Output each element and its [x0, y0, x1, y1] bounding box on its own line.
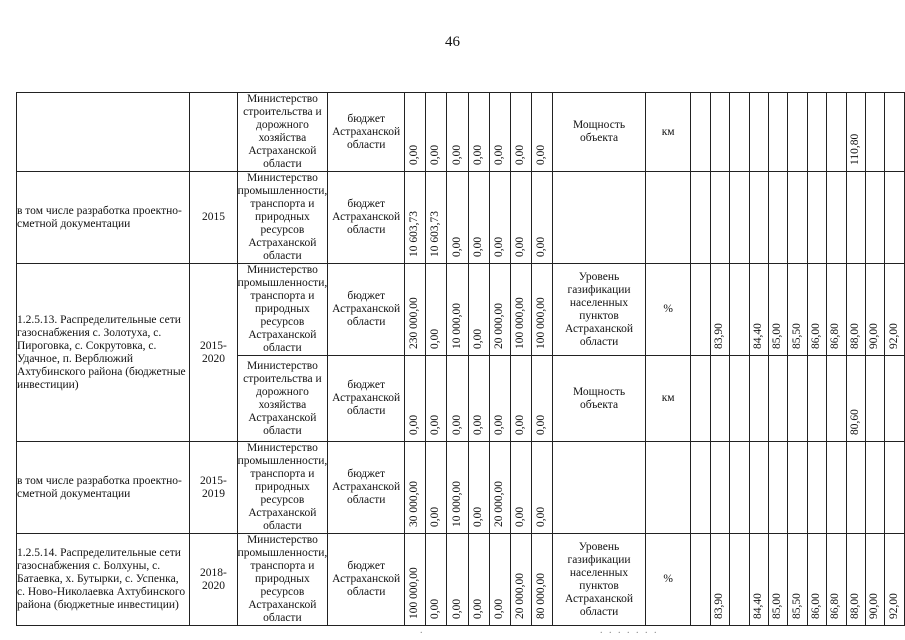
- indicator-value-cell: [788, 93, 807, 172]
- amount-value: 0,00: [429, 328, 442, 349]
- unit-cell: %: [645, 264, 691, 356]
- item-name-cell: в том числе разработка проектно-сметной документации: [17, 442, 190, 534]
- indicator-value-cell: [691, 264, 710, 356]
- indicator-value: 92,00: [887, 323, 900, 349]
- amount-cell: [426, 356, 447, 442]
- indicator-value-cell: [846, 356, 865, 442]
- indicator-value-cell: [866, 442, 885, 534]
- table-row: [17, 172, 905, 264]
- amount-value: 0,00: [471, 236, 484, 257]
- amount-value: 0,00: [471, 414, 484, 435]
- unit-cell: км: [645, 356, 691, 442]
- amount-cell: [468, 172, 489, 264]
- amount-value: 0,00: [535, 414, 548, 435]
- amount-cell: [468, 356, 489, 442]
- amount-cell: [489, 264, 510, 356]
- amount-value: 0,00: [471, 506, 484, 527]
- funding-source-cell: бюджет Астраханской области: [328, 172, 405, 264]
- table-row: [17, 93, 905, 172]
- indicator-value-cell: [846, 534, 865, 626]
- amount-cell: [532, 264, 553, 356]
- executor-cell: Министерство промышленности, транспорта и природных ресурсов Астраханской области: [237, 264, 328, 354]
- indicator-value-cell: [691, 172, 710, 264]
- amount-value: 0,00: [513, 506, 526, 527]
- indicator-value-cell: [769, 442, 788, 534]
- indicator-value-cell: [788, 356, 807, 442]
- amount-cell: [510, 442, 531, 534]
- indicator-value: 92,00: [887, 593, 900, 619]
- indicator-value: 86,00: [810, 323, 823, 349]
- amount-value: 0,00: [513, 144, 526, 165]
- indicator-value-cell: [846, 264, 865, 356]
- indicator-value-cell: [730, 172, 749, 264]
- indicator-value-cell: [730, 442, 749, 534]
- amount-value: 30 000,00: [408, 481, 421, 527]
- indicator-value-cell: [691, 442, 710, 534]
- amount-cell: [447, 356, 468, 442]
- amount-value: 0,00: [535, 144, 548, 165]
- indicator-value-cell: [710, 442, 729, 534]
- amount-value: 20 000,00: [513, 573, 526, 619]
- indicator-value-cell: [885, 172, 905, 264]
- indicator-cell: [553, 172, 646, 264]
- indicator-value-cell: [710, 172, 729, 264]
- amount-value: 20 000,00: [492, 303, 505, 349]
- indicator-value: 88,00: [848, 593, 861, 619]
- amount-value: 0,00: [492, 144, 505, 165]
- executor-cell: Министерство промышленности, транспорта и природных ресурсов Астраханской области: [237, 534, 328, 624]
- indicator-value-cell: [846, 442, 865, 534]
- indicator-value-cell: [788, 264, 807, 356]
- indicator-value: 86,80: [829, 323, 842, 349]
- indicator-value-cell: [807, 442, 826, 534]
- amount-cell: [489, 172, 510, 264]
- amount-value: 100 000,00: [535, 297, 548, 349]
- amount-value: 0,00: [408, 414, 421, 435]
- indicator-value: 86,00: [810, 593, 823, 619]
- indicator-value-cell: [788, 172, 807, 264]
- indicator-value-cell: [827, 356, 846, 442]
- indicator-value-cell: [749, 264, 768, 356]
- item-name-cell: в том числе разработка проектно-сметной документации: [17, 172, 190, 264]
- indicator-value-cell: [846, 172, 865, 264]
- amount-cell: [405, 93, 426, 172]
- period-cell: [190, 93, 237, 172]
- unit-cell: [645, 172, 691, 264]
- indicator-value-cell: [885, 356, 905, 442]
- amount-value: 0,00: [429, 414, 442, 435]
- funding-source-cell: бюджет Астраханской области: [328, 442, 405, 534]
- indicator-value-cell: [827, 534, 846, 626]
- amount-cell: [426, 442, 447, 534]
- item-name-cell: 1.2.5.13. Распределительные сети газоснабжения с. Золотуха, с. Пироговка, с. Сокрутовка, с. Удачное, п. Верблюжий Ахтубинского района (бюджетные инвестиции): [17, 264, 190, 442]
- indicator-value-cell: [827, 172, 846, 264]
- indicator-value-cell: [710, 356, 729, 442]
- funding-source-cell: бюджет Астраханской области: [328, 356, 405, 442]
- amount-value: 0,00: [429, 598, 442, 619]
- amount-value: 10 000,00: [450, 481, 463, 527]
- amount-value: 0,00: [492, 598, 505, 619]
- indicator-value-cell: [885, 93, 905, 172]
- funding-source-cell: бюджет Астраханской области: [328, 93, 405, 172]
- amount-value: 0,00: [429, 506, 442, 527]
- amount-cell: [405, 534, 426, 626]
- executor-cell: Министерство промышленности, транспорта и природных ресурсов Астраханской области: [237, 172, 328, 262]
- amount-cell: [447, 442, 468, 534]
- amount-cell: [510, 356, 531, 442]
- amount-value: 0,00: [535, 506, 548, 527]
- amount-cell: [468, 264, 489, 356]
- amount-cell: [468, 93, 489, 172]
- amount-cell: [426, 534, 447, 626]
- indicator-value: 83,90: [713, 593, 726, 619]
- indicator-value: 85,50: [790, 593, 803, 619]
- table-row: [17, 264, 905, 356]
- amount-value: 0,00: [513, 236, 526, 257]
- amount-cell: [447, 534, 468, 626]
- amount-cell: [510, 93, 531, 172]
- indicator-value-cell: [885, 442, 905, 534]
- amount-value: 0,00: [513, 414, 526, 435]
- indicator-value-cell: [866, 93, 885, 172]
- amount-cell: [426, 264, 447, 356]
- period-cell: 2015: [190, 172, 237, 264]
- indicator-value: 84,40: [751, 593, 764, 619]
- amount-cell: [447, 172, 468, 264]
- indicator-value-cell: [807, 534, 826, 626]
- indicator-value: 85,50: [790, 323, 803, 349]
- indicator-value-cell: [769, 93, 788, 172]
- indicator-value-cell: [749, 534, 768, 626]
- indicator-value-cell: [769, 172, 788, 264]
- amount-value: 80 000,00: [535, 573, 548, 619]
- table-row: [17, 534, 905, 626]
- amount-cell: [489, 356, 510, 442]
- amount-cell: [447, 93, 468, 172]
- indicator-value-cell: [885, 534, 905, 626]
- amount-cell: [489, 93, 510, 172]
- indicator-value-cell: [710, 534, 729, 626]
- indicator-value-cell: [691, 356, 710, 442]
- amount-cell: [405, 172, 426, 264]
- indicator-value-cell: [710, 264, 729, 356]
- indicator-value-cell: [749, 442, 768, 534]
- amount-value: 0,00: [408, 144, 421, 165]
- indicator-value-cell: [827, 442, 846, 534]
- indicator-value-cell: [866, 264, 885, 356]
- amount-value: 0,00: [535, 236, 548, 257]
- amount-cell: [532, 93, 553, 172]
- amount-value: 10 603,73: [429, 211, 442, 257]
- indicator-value-cell: [807, 264, 826, 356]
- amount-cell: [489, 442, 510, 534]
- indicator-value-cell: [730, 534, 749, 626]
- page-number: 46: [445, 34, 460, 50]
- indicator-value: 110,80: [848, 133, 861, 165]
- item-name-cell: [17, 93, 190, 172]
- table-row: [17, 442, 905, 534]
- amount-value: 100 000,00: [408, 567, 421, 619]
- indicator-value: 83,90: [713, 323, 726, 349]
- amount-value: 20 000,00: [492, 481, 505, 527]
- indicator-value-cell: [749, 172, 768, 264]
- indicator-value-cell: [866, 534, 885, 626]
- indicator-value: 88,00: [848, 323, 861, 349]
- executor-cell: Министерство строительства и дорожного хозяйства Астраханской области: [237, 356, 328, 442]
- amount-cell: [532, 534, 553, 626]
- amount-cell: [468, 442, 489, 534]
- executor-cell: Министерство строительства и дорожного хозяйства Астраханской области: [237, 93, 328, 172]
- indicator-value: 85,00: [771, 323, 784, 349]
- amount-value: 0,00: [471, 598, 484, 619]
- indicator-value-cell: [691, 93, 710, 172]
- indicator-value: 90,00: [868, 323, 881, 349]
- indicator-cell: [553, 442, 646, 534]
- indicator-value-cell: [788, 534, 807, 626]
- indicator-value: 85,00: [771, 593, 784, 619]
- amount-cell: [426, 93, 447, 172]
- amount-cell: [405, 356, 426, 442]
- period-cell: 2018-2020: [190, 534, 237, 626]
- indicator-value: 80,60: [848, 409, 861, 435]
- unit-cell: [645, 442, 691, 534]
- indicator-value-cell: [807, 93, 826, 172]
- indicator-value-cell: [730, 93, 749, 172]
- indicator-value-cell: [866, 356, 885, 442]
- indicator-value-cell: [710, 93, 729, 172]
- indicator-value-cell: [788, 442, 807, 534]
- amount-cell: [426, 172, 447, 264]
- amount-value: 0,00: [492, 236, 505, 257]
- indicator-value-cell: [730, 356, 749, 442]
- period-cell: 2015-2019: [190, 442, 237, 534]
- indicator-value-cell: [827, 93, 846, 172]
- indicator-cell: Уровень газификации населенных пунктов Астраханской области: [553, 534, 646, 626]
- period-cell: 2015-2020: [190, 264, 237, 442]
- amount-cell: [510, 534, 531, 626]
- indicator-value-cell: [827, 264, 846, 356]
- indicator-value: 84,40: [751, 323, 764, 349]
- funding-source-cell: бюджет Астраханской области: [328, 534, 405, 626]
- amount-value: 0,00: [429, 144, 442, 165]
- scan-noise: . . . . . . .: [600, 625, 659, 636]
- indicator-value-cell: [807, 172, 826, 264]
- item-name-cell: 1.2.5.14. Распределительные сети газоснабжения с. Болхуны, с. Батаевка, х. Бутырки, с. Успенка, с. Ново-Николаевка Ахтубинского района (бюджетные инвестиции): [17, 534, 190, 626]
- indicator-value-cell: [866, 172, 885, 264]
- funding-source-cell: бюджет Астраханской области: [328, 264, 405, 356]
- executor-cell: Министерство промышленности, транспорта и природных ресурсов Астраханской области: [237, 442, 328, 532]
- amount-value: 230 000,00: [408, 297, 421, 349]
- amount-value: 10 603,73: [408, 211, 421, 257]
- indicator-value: 86,80: [829, 593, 842, 619]
- indicator-value-cell: [846, 93, 865, 172]
- unit-cell: км: [645, 93, 691, 172]
- amount-value: 10 000,00: [450, 303, 463, 349]
- amount-value: 0,00: [471, 144, 484, 165]
- amount-cell: [468, 534, 489, 626]
- program-table: [16, 92, 905, 626]
- amount-cell: [532, 356, 553, 442]
- indicator-cell: Мощность объекта: [553, 356, 646, 442]
- amount-cell: [489, 534, 510, 626]
- amount-cell: [532, 172, 553, 264]
- amount-cell: [405, 264, 426, 356]
- amount-value: 0,00: [450, 236, 463, 257]
- amount-cell: [447, 264, 468, 356]
- indicator-value-cell: [730, 264, 749, 356]
- amount-value: 0,00: [492, 414, 505, 435]
- indicator-cell: Уровень газификации населенных пунктов Астраханской области: [553, 264, 646, 356]
- indicator-value: 90,00: [868, 593, 881, 619]
- amount-cell: [532, 442, 553, 534]
- scan-noise: .: [420, 625, 425, 636]
- amount-value: 0,00: [450, 414, 463, 435]
- indicator-value-cell: [749, 356, 768, 442]
- indicator-value-cell: [691, 534, 710, 626]
- indicator-value-cell: [769, 534, 788, 626]
- amount-cell: [405, 442, 426, 534]
- indicator-value-cell: [769, 356, 788, 442]
- amount-value: 100 000,00: [513, 297, 526, 349]
- amount-value: 0,00: [450, 598, 463, 619]
- unit-cell: %: [645, 534, 691, 626]
- amount-value: 0,00: [471, 328, 484, 349]
- indicator-value-cell: [807, 356, 826, 442]
- indicator-cell: Мощность объекта: [553, 93, 646, 172]
- indicator-value-cell: [885, 264, 905, 356]
- amount-cell: [510, 172, 531, 264]
- amount-value: 0,00: [450, 144, 463, 165]
- amount-cell: [510, 264, 531, 356]
- indicator-value-cell: [769, 264, 788, 356]
- indicator-value-cell: [749, 93, 768, 172]
